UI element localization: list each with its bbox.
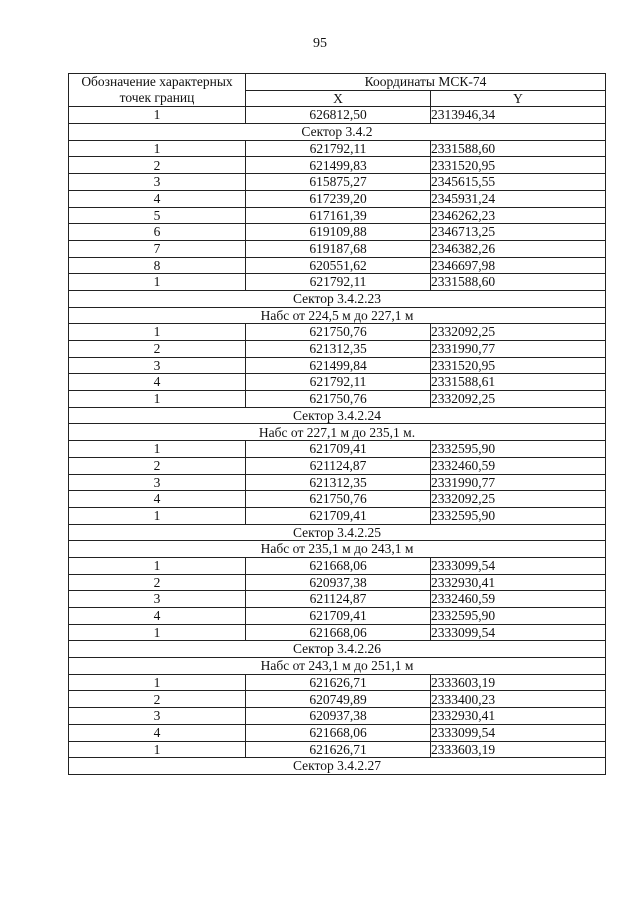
- y-coordinate: 2346697,98: [431, 257, 606, 274]
- section-row: [69, 124, 606, 141]
- x-coordinate: 619187,68: [246, 240, 431, 257]
- page-number: 95: [313, 36, 327, 51]
- y-coordinate: 2331990,77: [431, 341, 606, 358]
- point-number: 2: [69, 457, 246, 474]
- point-number: 4: [69, 608, 246, 625]
- x-coordinate: 621312,35: [246, 474, 431, 491]
- table-row: [69, 491, 606, 508]
- x-coordinate: 620937,38: [246, 708, 431, 725]
- table-row: [69, 507, 606, 524]
- x-coordinate: 621124,87: [246, 457, 431, 474]
- point-number: 3: [69, 591, 246, 608]
- x-coordinate: 621792,11: [246, 374, 431, 391]
- y-coordinate: 2332460,59: [431, 591, 606, 608]
- y-coordinate: 2333603,19: [431, 741, 606, 758]
- x-coordinate: 621124,87: [246, 591, 431, 608]
- table-header: [69, 74, 606, 107]
- point-number: 4: [69, 724, 246, 741]
- x-coordinate: 617161,39: [246, 207, 431, 224]
- y-coordinate: 2332595,90: [431, 608, 606, 625]
- x-coordinate: 620551,62: [246, 257, 431, 274]
- point-number: 3: [69, 357, 246, 374]
- coordinates-group-header: Координаты МСК-74: [246, 74, 606, 91]
- table-row: [69, 240, 606, 257]
- point-number: 2: [69, 157, 246, 174]
- table-body: [69, 107, 606, 775]
- point-number: 3: [69, 174, 246, 191]
- y-coordinate: 2331520,95: [431, 157, 606, 174]
- table-row: [69, 140, 606, 157]
- point-number: 1: [69, 274, 246, 291]
- point-number: 4: [69, 491, 246, 508]
- x-coordinate: 621792,11: [246, 140, 431, 157]
- table-row: [69, 190, 606, 207]
- y-coordinate: 2345931,24: [431, 190, 606, 207]
- table-row: [69, 357, 606, 374]
- x-coordinate: 619109,88: [246, 224, 431, 241]
- section-title: Сектор 3.4.2.24: [69, 407, 606, 424]
- point-number: 8: [69, 257, 246, 274]
- y-coordinate: 2331588,60: [431, 140, 606, 157]
- y-coordinate: 2345615,55: [431, 174, 606, 191]
- section-row: [69, 407, 606, 424]
- x-coordinate: 617239,20: [246, 190, 431, 207]
- y-coordinate: 2332092,25: [431, 391, 606, 408]
- y-coordinate: 2332595,90: [431, 507, 606, 524]
- point-number: 4: [69, 374, 246, 391]
- point-number: 3: [69, 474, 246, 491]
- table-row: [69, 107, 606, 124]
- table-row: [69, 608, 606, 625]
- table-row: [69, 374, 606, 391]
- table-row: [69, 691, 606, 708]
- table-row: [69, 207, 606, 224]
- table-row: [69, 708, 606, 725]
- x-coordinate: 621750,76: [246, 491, 431, 508]
- x-coordinate: 621709,41: [246, 507, 431, 524]
- points-column-header: Обозначение характерных точек границ: [69, 74, 246, 107]
- y-coordinate: 2332930,41: [431, 574, 606, 591]
- x-coordinate: 621626,71: [246, 674, 431, 691]
- section-row: [69, 641, 606, 658]
- point-number: 1: [69, 507, 246, 524]
- x-coordinate: 615875,27: [246, 174, 431, 191]
- point-number: 1: [69, 391, 246, 408]
- section-row: [69, 758, 606, 775]
- section-row: [69, 541, 606, 558]
- point-number: 6: [69, 224, 246, 241]
- section-title: Сектор 3.4.2.23: [69, 290, 606, 307]
- y-coordinate: 2332092,25: [431, 324, 606, 341]
- section-title: Сектор 3.4.2: [69, 124, 606, 141]
- y-coordinate: 2331588,61: [431, 374, 606, 391]
- point-number: 2: [69, 341, 246, 358]
- section-row: [69, 290, 606, 307]
- table-row: [69, 224, 606, 241]
- table-row: [69, 741, 606, 758]
- y-coordinate: 2332460,59: [431, 457, 606, 474]
- y-coordinate: 2346262,23: [431, 207, 606, 224]
- x-column-header: X: [246, 90, 431, 107]
- x-coordinate: 621312,35: [246, 341, 431, 358]
- x-coordinate: 621668,06: [246, 724, 431, 741]
- x-coordinate: 621499,84: [246, 357, 431, 374]
- point-number: 4: [69, 190, 246, 207]
- x-coordinate: 621709,41: [246, 441, 431, 458]
- point-number: 1: [69, 107, 246, 124]
- section-row: [69, 658, 606, 675]
- x-coordinate: 621750,76: [246, 324, 431, 341]
- section-row: [69, 307, 606, 324]
- y-coordinate: 2332595,90: [431, 441, 606, 458]
- point-number: 7: [69, 240, 246, 257]
- x-coordinate: 621709,41: [246, 608, 431, 625]
- section-title: Набс от 227,1 м до 235,1 м.: [69, 424, 606, 441]
- y-column-header: Y: [431, 90, 606, 107]
- point-number: 1: [69, 741, 246, 758]
- table-row: [69, 157, 606, 174]
- section-title: Сектор 3.4.2.27: [69, 758, 606, 775]
- point-number: 1: [69, 441, 246, 458]
- y-coordinate: 2313946,34: [431, 107, 606, 124]
- point-number: 2: [69, 574, 246, 591]
- x-coordinate: 626812,50: [246, 107, 431, 124]
- table-row: [69, 341, 606, 358]
- y-coordinate: 2333099,54: [431, 724, 606, 741]
- section-title: Сектор 3.4.2.26: [69, 641, 606, 658]
- table-row: [69, 324, 606, 341]
- y-coordinate: 2332092,25: [431, 491, 606, 508]
- table-row: [69, 591, 606, 608]
- table-row: [69, 557, 606, 574]
- x-coordinate: 621750,76: [246, 391, 431, 408]
- point-number: 1: [69, 557, 246, 574]
- point-number: 1: [69, 324, 246, 341]
- table-row: [69, 574, 606, 591]
- section-row: [69, 424, 606, 441]
- point-number: 1: [69, 140, 246, 157]
- y-coordinate: 2333400,23: [431, 691, 606, 708]
- y-coordinate: 2331588,60: [431, 274, 606, 291]
- section-title: Набс от 243,1 м до 251,1 м: [69, 658, 606, 675]
- y-coordinate: 2332930,41: [431, 708, 606, 725]
- x-coordinate: 621668,06: [246, 624, 431, 641]
- table-row: [69, 174, 606, 191]
- x-coordinate: 621499,83: [246, 157, 431, 174]
- y-coordinate: 2333099,54: [431, 557, 606, 574]
- point-number: 1: [69, 674, 246, 691]
- coordinates-table: [68, 73, 606, 775]
- section-title: Набс от 224,5 м до 227,1 м: [69, 307, 606, 324]
- table-row: [69, 724, 606, 741]
- table-row: [69, 474, 606, 491]
- y-coordinate: 2331520,95: [431, 357, 606, 374]
- table-row: [69, 257, 606, 274]
- table-row: [69, 274, 606, 291]
- table-row: [69, 441, 606, 458]
- y-coordinate: 2333603,19: [431, 674, 606, 691]
- x-coordinate: 621668,06: [246, 557, 431, 574]
- table-row: [69, 624, 606, 641]
- point-number: 3: [69, 708, 246, 725]
- section-row: [69, 524, 606, 541]
- y-coordinate: 2346713,25: [431, 224, 606, 241]
- point-number: 1: [69, 624, 246, 641]
- table-row: [69, 674, 606, 691]
- point-number: 5: [69, 207, 246, 224]
- x-coordinate: 621792,11: [246, 274, 431, 291]
- y-coordinate: 2346382,26: [431, 240, 606, 257]
- x-coordinate: 620749,89: [246, 691, 431, 708]
- x-coordinate: 621626,71: [246, 741, 431, 758]
- section-title: Набс от 235,1 м до 243,1 м: [69, 541, 606, 558]
- y-coordinate: 2331990,77: [431, 474, 606, 491]
- point-number: 2: [69, 691, 246, 708]
- table-row: [69, 391, 606, 408]
- x-coordinate: 620937,38: [246, 574, 431, 591]
- y-coordinate: 2333099,54: [431, 624, 606, 641]
- table-row: [69, 457, 606, 474]
- section-title: Сектор 3.4.2.25: [69, 524, 606, 541]
